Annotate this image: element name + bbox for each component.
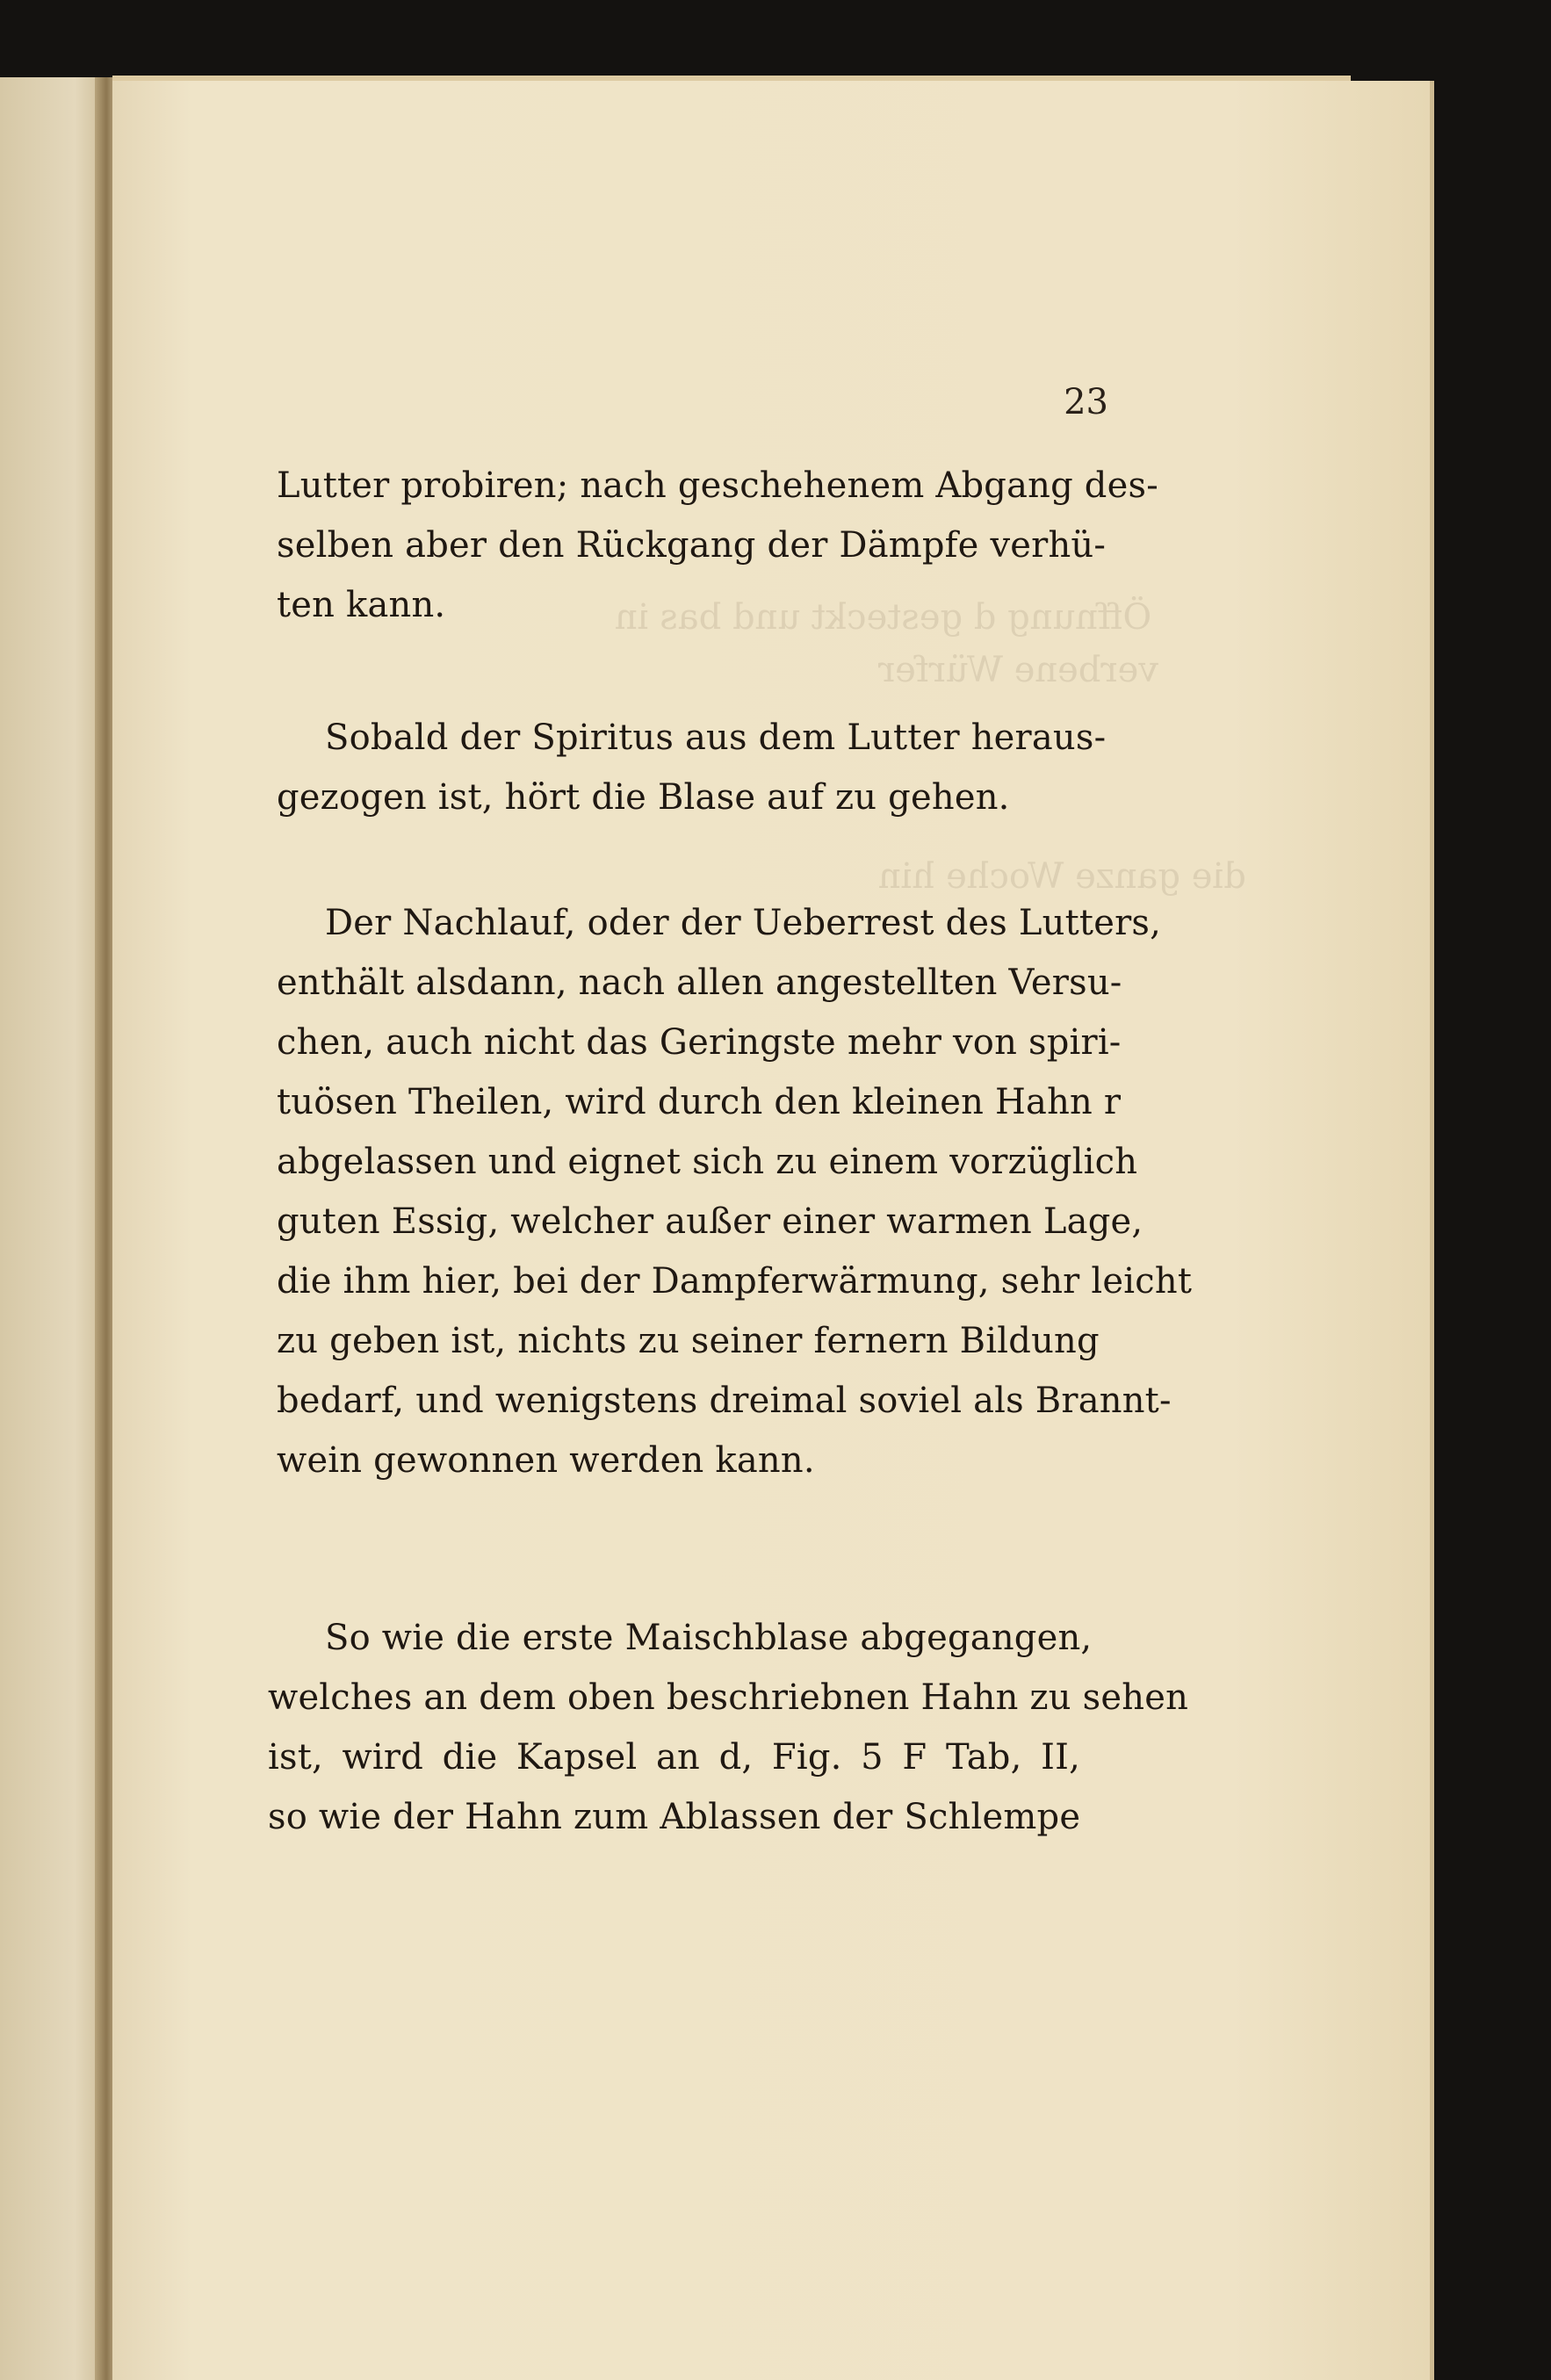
show-through-text: verbene Würfer [878, 650, 1158, 690]
text-line: welches an dem oben beschriebnen Hahn zu sehen [268, 1677, 1189, 1718]
show-through-text: Öffnung d gesteckt und bas in [615, 597, 1152, 638]
text-line: ten kann. [277, 585, 446, 625]
text-line: ist, wird die Kapsel an d, Fig. 5 F Tab, II, [268, 1737, 1080, 1778]
text-line: abgelassen und eignet sich zu einem vorzüglich [277, 1142, 1138, 1182]
page-number: 23 [1064, 382, 1108, 422]
text-line: guten Essig, welcher außer einer warmen Lage, [277, 1201, 1143, 1242]
text-line: So wie die erste Maischblase abgegangen, [325, 1618, 1093, 1658]
text-line: Lutter probiren; nach geschehenem Abgang des- [277, 465, 1158, 506]
text-line: die ihm hier, bei der Dampferwärmung, sehr leicht [277, 1261, 1193, 1302]
text-line: gezogen ist, hört die Blase auf zu gehen. [277, 777, 1010, 818]
text-line: so wie der Hahn zum Ablassen der Schlempe [268, 1797, 1081, 1837]
text-line: Der Nachlauf, oder der Ueberrest des Lutters, [325, 903, 1162, 943]
text-line: tuösen Theilen, wird durch den kleinen Hahn r [277, 1082, 1122, 1122]
text-line: chen, auch nicht das Geringste mehr von spiri- [277, 1022, 1122, 1063]
text-line: selben aber den Rückgang der Dämpfe verhü- [277, 525, 1107, 566]
text-line: enthält alsdann, nach allen angestellten Versu- [277, 963, 1122, 1003]
text-line: zu geben ist, nichts zu seiner fernern Bildung [277, 1321, 1100, 1361]
text-line: wein gewonnen werden kann. [277, 1440, 815, 1481]
left-page-edge [0, 77, 107, 2380]
show-through-text: die ganze Woche hin [878, 856, 1246, 897]
text-line: Sobald der Spiritus aus dem Lutter heraus- [325, 718, 1107, 758]
text-line: bedarf, und wenigstens dreimal soviel als Brannt- [277, 1381, 1172, 1421]
